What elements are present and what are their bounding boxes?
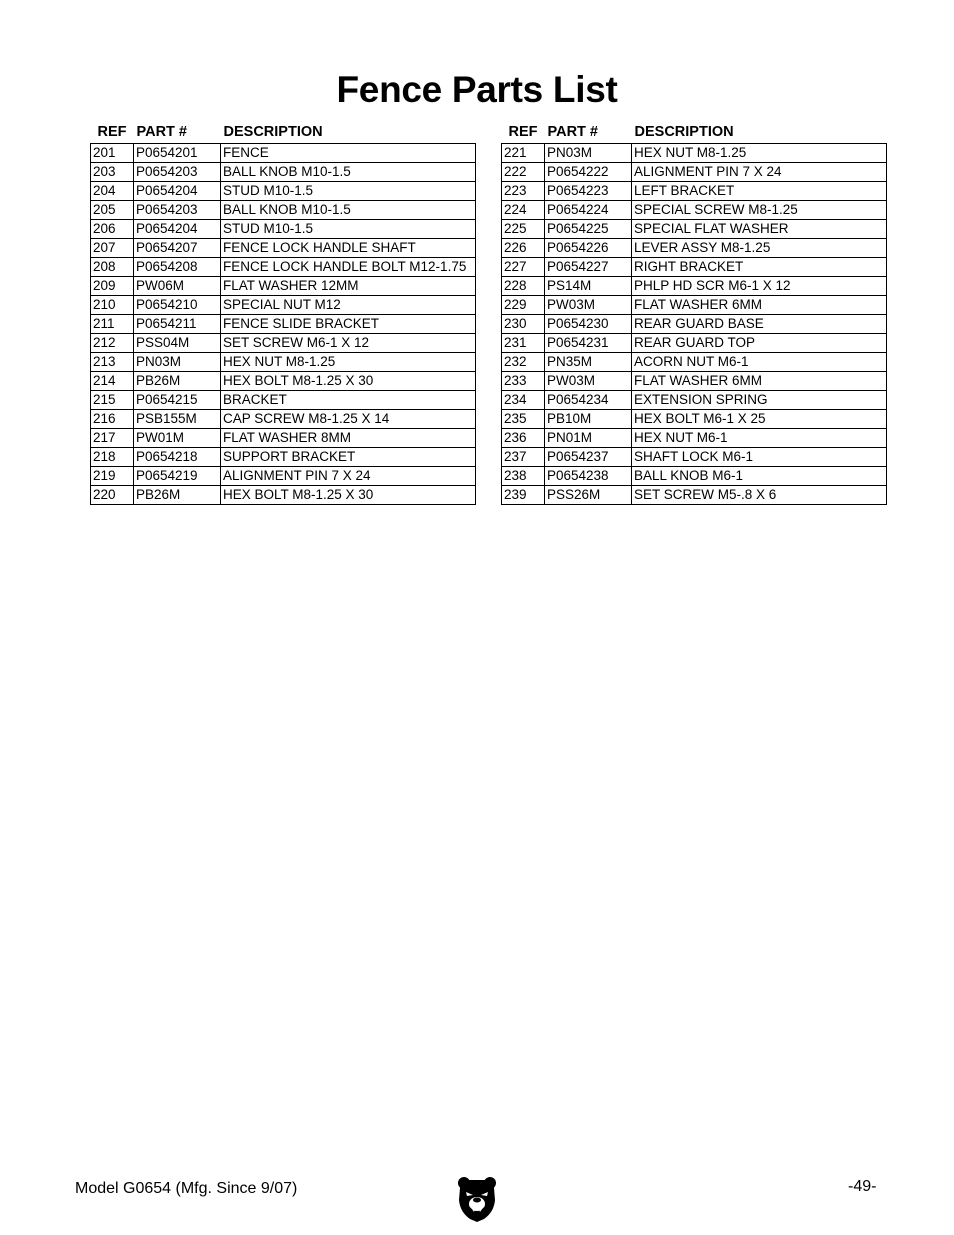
ref-cell: 231 xyxy=(502,334,545,353)
description-column-header: DESCRIPTION xyxy=(223,124,323,140)
description-cell: EXTENSION SPRING xyxy=(632,391,887,410)
description-cell: SPECIAL NUT M12 xyxy=(221,296,476,315)
ref-column-header: REF xyxy=(508,124,538,140)
table-row xyxy=(502,144,887,163)
ref-cell: 235 xyxy=(502,410,545,429)
part-number-cell: P0654203 xyxy=(134,201,221,220)
ref-cell: 214 xyxy=(91,372,134,391)
table-row xyxy=(91,448,476,467)
description-cell: FENCE LOCK HANDLE SHAFT xyxy=(221,239,476,258)
ref-cell: 232 xyxy=(502,353,545,372)
part-number-cell: PW03M xyxy=(545,372,632,391)
part-number-cell: PSB155M xyxy=(134,410,221,429)
part-number-cell: P0654218 xyxy=(134,448,221,467)
table-row xyxy=(91,182,476,201)
table-row xyxy=(502,334,887,353)
table-row xyxy=(91,372,476,391)
ref-cell: 227 xyxy=(502,258,545,277)
ref-cell: 221 xyxy=(502,144,545,163)
description-cell: FLAT WASHER 6MM xyxy=(632,372,887,391)
ref-column-header: REF xyxy=(97,124,127,140)
description-cell: FLAT WASHER 12MM xyxy=(221,277,476,296)
description-cell: ALIGNMENT PIN 7 X 24 xyxy=(632,163,887,182)
ref-cell: 205 xyxy=(91,201,134,220)
part-number-cell: P0654204 xyxy=(134,182,221,201)
ref-cell: 233 xyxy=(502,372,545,391)
table-row xyxy=(502,486,887,505)
table-row xyxy=(502,258,887,277)
ref-cell: 212 xyxy=(91,334,134,353)
part-number-cell: P0654219 xyxy=(134,467,221,486)
parts-table-left xyxy=(90,121,476,505)
table-row xyxy=(502,372,887,391)
ref-cell: 203 xyxy=(91,163,134,182)
table-row xyxy=(502,220,887,239)
part-number-cell: P0654210 xyxy=(134,296,221,315)
table-row xyxy=(502,410,887,429)
ref-cell: 229 xyxy=(502,296,545,315)
page-title: Fence Parts List xyxy=(336,69,618,110)
table-row xyxy=(91,220,476,239)
table-header-row xyxy=(91,121,476,144)
ref-cell: 225 xyxy=(502,220,545,239)
description-cell: FLAT WASHER 8MM xyxy=(221,429,476,448)
table-row xyxy=(502,315,887,334)
description-cell: HEX BOLT M6-1 X 25 xyxy=(632,410,887,429)
part-number-cell: P0654223 xyxy=(545,182,632,201)
part-number-cell: PSS26M xyxy=(545,486,632,505)
ref-cell: 213 xyxy=(91,353,134,372)
part-number-cell: P0654203 xyxy=(134,163,221,182)
part-number-cell: P0654222 xyxy=(545,163,632,182)
part-number-cell: PW03M xyxy=(545,296,632,315)
part-number-cell: PB10M xyxy=(545,410,632,429)
description-cell: ACORN NUT M6-1 xyxy=(632,353,887,372)
part-number-cell: P0654201 xyxy=(134,144,221,163)
description-cell: FLAT WASHER 6MM xyxy=(632,296,887,315)
part-number-cell: PB26M xyxy=(134,372,221,391)
description-cell: HEX BOLT M8-1.25 X 30 xyxy=(221,486,476,505)
ref-cell: 228 xyxy=(502,277,545,296)
description-cell: BALL KNOB M6-1 xyxy=(632,467,887,486)
ref-cell: 204 xyxy=(91,182,134,201)
description-cell: SPECIAL SCREW M8-1.25 xyxy=(632,201,887,220)
description-cell: STUD M10-1.5 xyxy=(221,220,476,239)
description-cell: HEX NUT M8-1.25 xyxy=(632,144,887,163)
part-column-header: PART # xyxy=(547,124,598,140)
parts-table-right-body xyxy=(502,144,887,505)
table-row xyxy=(91,410,476,429)
description-cell: FENCE SLIDE BRACKET xyxy=(221,315,476,334)
part-number-cell: P0654226 xyxy=(545,239,632,258)
ref-cell: 238 xyxy=(502,467,545,486)
ref-cell: 234 xyxy=(502,391,545,410)
part-number-cell: PN03M xyxy=(134,353,221,372)
description-cell: REAR GUARD TOP xyxy=(632,334,887,353)
description-cell: PHLP HD SCR M6-1 X 12 xyxy=(632,277,887,296)
table-row xyxy=(91,277,476,296)
description-cell: SET SCREW M6-1 X 12 xyxy=(221,334,476,353)
part-column-header: PART # xyxy=(136,124,187,140)
ref-cell: 226 xyxy=(502,239,545,258)
ref-cell: 207 xyxy=(91,239,134,258)
part-number-cell: P0654234 xyxy=(545,391,632,410)
description-cell: HEX NUT M8-1.25 xyxy=(221,353,476,372)
part-number-cell: PW01M xyxy=(134,429,221,448)
part-number-cell: PSS04M xyxy=(134,334,221,353)
part-number-cell: P0654204 xyxy=(134,220,221,239)
ref-cell: 224 xyxy=(502,201,545,220)
part-number-cell: P0654207 xyxy=(134,239,221,258)
table-row xyxy=(91,315,476,334)
ref-cell: 216 xyxy=(91,410,134,429)
ref-cell: 215 xyxy=(91,391,134,410)
table-row xyxy=(502,448,887,467)
description-cell: SUPPORT BRACKET xyxy=(221,448,476,467)
part-number-cell: P0654237 xyxy=(545,448,632,467)
ref-cell: 230 xyxy=(502,315,545,334)
description-cell: ALIGNMENT PIN 7 X 24 xyxy=(221,467,476,486)
part-number-cell: P0654211 xyxy=(134,315,221,334)
ref-cell: 237 xyxy=(502,448,545,467)
table-row xyxy=(502,182,887,201)
table-row xyxy=(91,486,476,505)
table-row xyxy=(91,144,476,163)
part-number-cell: P0654227 xyxy=(545,258,632,277)
ref-cell: 218 xyxy=(91,448,134,467)
part-number-cell: PN01M xyxy=(545,429,632,448)
description-cell: BALL KNOB M10-1.5 xyxy=(221,201,476,220)
description-cell: HEX BOLT M8-1.25 X 30 xyxy=(221,372,476,391)
table-row xyxy=(502,296,887,315)
ref-cell: 219 xyxy=(91,467,134,486)
table-row xyxy=(502,467,887,486)
parts-table-left-body xyxy=(91,144,476,505)
table-row xyxy=(91,429,476,448)
description-cell: LEFT BRACKET xyxy=(632,182,887,201)
description-cell: RIGHT BRACKET xyxy=(632,258,887,277)
ref-cell: 206 xyxy=(91,220,134,239)
part-number-cell: P0654215 xyxy=(134,391,221,410)
table-row xyxy=(91,163,476,182)
table-row xyxy=(502,391,887,410)
part-number-cell: P0654224 xyxy=(545,201,632,220)
ref-cell: 223 xyxy=(502,182,545,201)
table-header-row xyxy=(502,121,887,144)
table-row xyxy=(91,201,476,220)
part-number-cell: P0654231 xyxy=(545,334,632,353)
part-number-cell: PW06M xyxy=(134,277,221,296)
description-cell: HEX NUT M6-1 xyxy=(632,429,887,448)
description-cell: STUD M10-1.5 xyxy=(221,182,476,201)
description-cell: SET SCREW M5-.8 X 6 xyxy=(632,486,887,505)
part-number-cell: P0654225 xyxy=(545,220,632,239)
description-cell: REAR GUARD BASE xyxy=(632,315,887,334)
description-cell: FENCE xyxy=(221,144,476,163)
description-cell: SPECIAL FLAT WASHER xyxy=(632,220,887,239)
ref-cell: 220 xyxy=(91,486,134,505)
footer-model-text: Model G0654 (Mfg. Since 9/07) xyxy=(75,1180,298,1197)
table-row xyxy=(91,258,476,277)
description-cell: BRACKET xyxy=(221,391,476,410)
ref-cell: 210 xyxy=(91,296,134,315)
part-number-cell: PS14M xyxy=(545,277,632,296)
page-number: -49- xyxy=(848,1178,877,1195)
ref-cell: 201 xyxy=(91,144,134,163)
part-number-cell: P0654230 xyxy=(545,315,632,334)
description-cell: FENCE LOCK HANDLE BOLT M12-1.75 xyxy=(221,258,476,277)
part-number-cell: PB26M xyxy=(134,486,221,505)
part-number-cell: P0654238 xyxy=(545,467,632,486)
table-row xyxy=(502,429,887,448)
ref-cell: 211 xyxy=(91,315,134,334)
part-number-cell: P0654208 xyxy=(134,258,221,277)
ref-cell: 208 xyxy=(91,258,134,277)
ref-cell: 236 xyxy=(502,429,545,448)
table-row xyxy=(91,391,476,410)
table-row xyxy=(502,277,887,296)
description-cell: SHAFT LOCK M6-1 xyxy=(632,448,887,467)
table-row xyxy=(91,334,476,353)
table-row xyxy=(502,201,887,220)
table-row xyxy=(91,296,476,315)
ref-cell: 209 xyxy=(91,277,134,296)
ref-cell: 222 xyxy=(502,163,545,182)
grizzly-bear-logo-icon xyxy=(457,1176,497,1222)
table-row xyxy=(502,239,887,258)
description-column-header: DESCRIPTION xyxy=(634,124,734,140)
description-cell: BALL KNOB M10-1.5 xyxy=(221,163,476,182)
ref-cell: 239 xyxy=(502,486,545,505)
table-row xyxy=(502,163,887,182)
table-row xyxy=(91,239,476,258)
ref-cell: 217 xyxy=(91,429,134,448)
table-row xyxy=(91,467,476,486)
table-row xyxy=(91,353,476,372)
part-number-cell: PN35M xyxy=(545,353,632,372)
table-row xyxy=(502,353,887,372)
description-cell: LEVER ASSY M8-1.25 xyxy=(632,239,887,258)
part-number-cell: PN03M xyxy=(545,144,632,163)
parts-table-right xyxy=(501,121,887,505)
description-cell: CAP SCREW M8-1.25 X 14 xyxy=(221,410,476,429)
